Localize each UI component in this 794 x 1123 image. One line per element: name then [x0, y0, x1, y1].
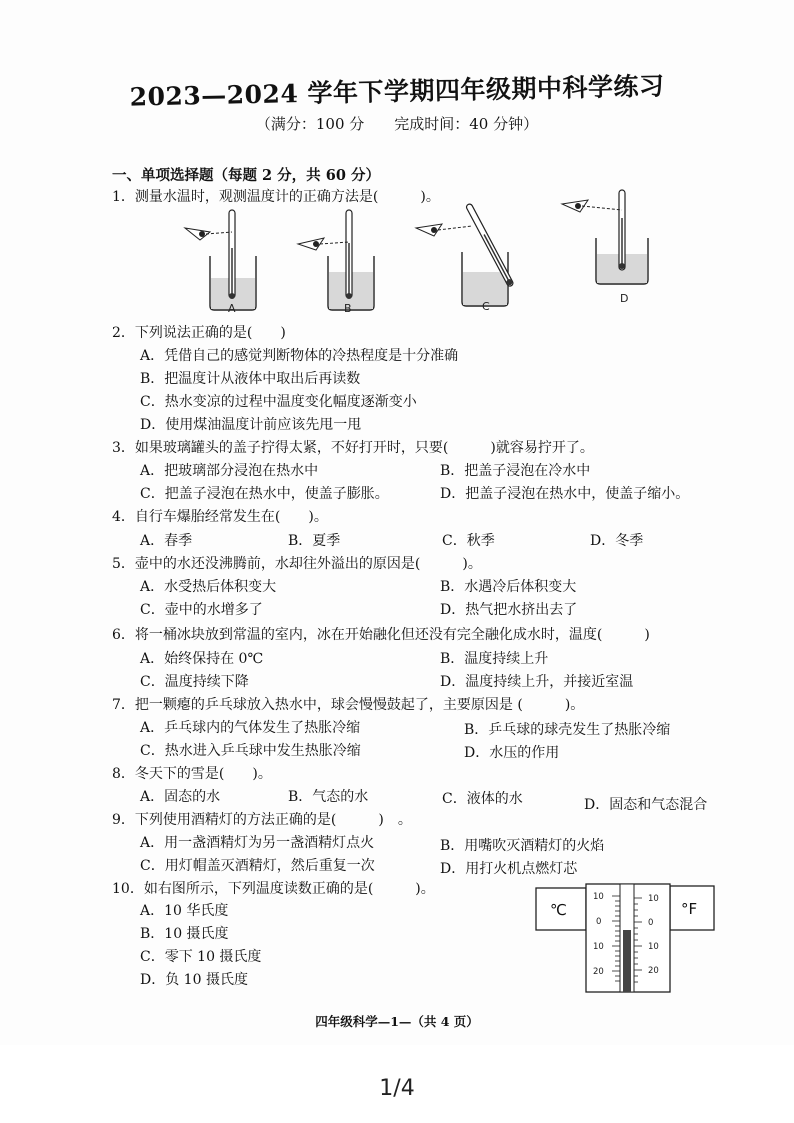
q9-option-c: C．用灯帽盖灭酒精灯，然后重复一次 [140, 858, 375, 874]
question-5: 5．壶中的水还没沸腾前，水却往外溢出的原因是( )。 [112, 556, 482, 572]
q4-option-c: C．秋季 [442, 533, 495, 549]
q9-option-a: A．用一盏酒精灯为另一盏酒精灯点火 [140, 835, 375, 851]
q8-option-c: C．液体的水 [442, 791, 523, 807]
q9-option-d: D．用打火机点燃灯芯 [440, 861, 578, 877]
fahrenheit-label: °F [681, 900, 698, 918]
q10-option-b: B．10 摄氏度 [140, 926, 229, 942]
beaker-c [416, 203, 514, 306]
q10-option-c: C．零下 10 摄氏度 [140, 949, 262, 965]
q5-option-b: B．水遇冷后体积变大 [440, 579, 577, 595]
question-8: 8．冬天下的雪是( )。 [112, 766, 272, 782]
right-tick-label: 10 [648, 894, 659, 904]
q8-option-d: D．固态和气态混合 [584, 797, 708, 813]
q10-option-d: D．负 10 摄氏度 [140, 972, 248, 988]
q8-option-b: B．气态的水 [288, 789, 369, 805]
q4-option-a: A．春季 [140, 533, 193, 549]
thermometer-figure [170, 188, 670, 318]
q6-option-d: D．温度持续上升，并接近室温 [440, 674, 634, 690]
q3-option-b: B．把盖子浸泡在冷水中 [440, 463, 591, 479]
question-3: 3．如果玻璃罐头的盖子拧得太紧，不好打开时，只要( )就容易拧开了。 [112, 440, 594, 456]
q5-option-c: C．壶中的水增多了 [140, 602, 263, 618]
left-tick-label: 0 [596, 917, 602, 927]
q2-option-a: A．凭借自己的感觉判断物体的冷热程度是十分准确 [140, 348, 459, 364]
celsius-label: ℃ [550, 901, 567, 919]
q7-option-c: C．热水进入乒乓球中发生热胀冷缩 [140, 743, 361, 759]
q7-option-a: A．乒乓球内的气体发生了热胀冷缩 [140, 720, 361, 736]
right-tick-label: 20 [648, 966, 659, 976]
q2-option-d: D．使用煤油温度计前应该先甩一甩 [140, 417, 362, 433]
q7-option-d: D．水压的作用 [464, 745, 560, 761]
left-tick-label: 20 [593, 967, 604, 977]
q2-option-c: C．热水变凉的过程中温度变化幅度逐渐变小 [140, 394, 417, 410]
page-footer: 四年级科学—1—（共 4 页） [315, 1014, 479, 1029]
q6-option-c: C．温度持续下降 [140, 674, 249, 690]
figure-label-a: A [228, 302, 236, 315]
q7-option-b: B．乒乓球的球壳发生了热胀冷缩 [464, 722, 671, 738]
q6-option-a: A．始终保持在 0℃ [140, 651, 264, 667]
figure-label-b: B [344, 302, 352, 315]
question-6: 6．将一桶冰块放到常温的室内，冰在开始融化但还没有完全融化成水时，温度( ) [112, 627, 650, 643]
question-2: 2．下列说法正确的是( ) [112, 325, 286, 341]
figure-label-d: D [620, 292, 629, 305]
question-4: 4．自行车爆胎经常发生在( )。 [112, 509, 328, 525]
section-heading: 一、单项选择题（每题 2 分，共 60 分） [112, 167, 380, 184]
page-subtitle: （满分：100 分 完成时间：40 分钟） [255, 115, 539, 133]
right-tick-label: 0 [648, 918, 654, 928]
q4-option-b: B．夏季 [288, 533, 341, 549]
page-indicator: 1/4 [379, 1076, 415, 1101]
q6-option-b: B．温度持续上升 [440, 651, 549, 667]
q3-option-a: A．把玻璃部分浸泡在热水中 [140, 463, 319, 479]
beaker-a [185, 210, 256, 310]
q9-option-b: B．用嘴吹灭酒精灯的火焰 [440, 838, 605, 854]
question-7: 7．把一颗瘪的乒乓球放入热水中，球会慢慢鼓起了，主要原因是 ( )。 [112, 697, 585, 713]
question-9: 9．下列使用酒精灯的方法正确的是( ) 。 [112, 812, 412, 828]
dual-scale-thermometer-figure [530, 882, 718, 994]
q10-option-a: A．10 华氏度 [140, 903, 229, 919]
q5-option-a: A．水受热后体积变大 [140, 579, 277, 595]
question-10: 10．如右图所示，下列温度读数正确的是( )。 [112, 881, 435, 897]
q2-option-b: B．把温度计从液体中取出后再读数 [140, 371, 361, 387]
figure-label-c: C [482, 300, 490, 313]
left-tick-label: 10 [593, 942, 604, 952]
q4-option-d: D．冬季 [590, 533, 644, 549]
q5-option-d: D．热气把水挤出去了 [440, 602, 578, 618]
q8-option-a: A．固态的水 [140, 789, 221, 805]
beaker-b [298, 210, 374, 310]
q3-option-d: D．把盖子浸泡在热水中，使盖子缩小。 [440, 486, 690, 502]
right-tick-label: 10 [648, 942, 659, 952]
left-tick-label: 10 [593, 892, 604, 902]
question-1: 1．测量水温时，观测温度计的正确方法是( )。 [112, 189, 440, 205]
q3-option-c: C．把盖子浸泡在热水中，使盖子膨胀。 [140, 486, 389, 502]
beaker-d [562, 190, 648, 284]
page-title: 2023—2024 学年下学期四年级期中科学练习 [129, 71, 665, 112]
